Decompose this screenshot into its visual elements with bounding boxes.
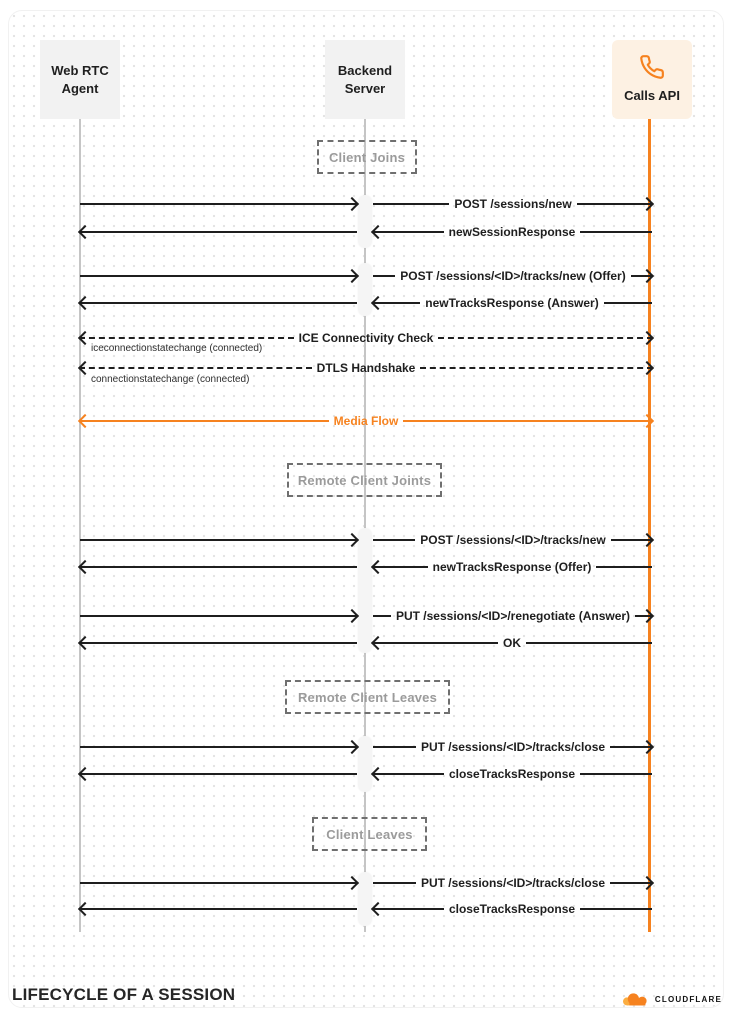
arrow-label: PUT /sessions/<ID>/renegotiate (Answer) [395,609,631,623]
arrow-new-tracks-response-offer [373,561,652,573]
arrowhead-left-icon [371,225,385,239]
arrow-line [79,773,357,775]
phone-icon [639,54,665,80]
arrow-put-tracks-close [373,877,652,889]
arrowhead-right-icon [640,740,654,754]
phase-remote-client-joins [287,463,442,497]
arrow-media-flow [80,415,652,427]
arrow-line [373,746,416,748]
arrow-label: newSessionResponse [448,225,576,239]
arrowhead-left-icon [78,902,92,916]
arrow-line [80,203,358,205]
arrowhead-right-icon [345,197,359,211]
arrow-line [79,302,357,304]
actor-backend-server [325,40,405,119]
arrowhead-right-icon [640,361,654,375]
arrowhead-right-icon [640,609,654,623]
lifeline-calls-api [648,119,651,932]
actor-label: Web RTC Agent [51,62,109,96]
arrow-label: Media Flow [333,414,399,428]
cloudflare-logo [619,990,722,1008]
arrow-label: PUT /sessions/<ID>/tracks/close [420,876,606,890]
arrowhead-right-icon [640,331,654,345]
phase-client-leaves [312,817,427,851]
activation-bar [358,736,372,792]
arrow-webrtc-to-backend [80,741,357,753]
arrow-line [580,773,652,775]
arrow-line [604,302,652,304]
arrowhead-left-icon [371,767,385,781]
arrowhead-left-icon [78,560,92,574]
arrow-dtls-handshake [80,362,652,374]
arrow-label: DTLS Handshake [316,361,416,375]
arrow-backend-to-webrtc [80,637,357,649]
arrow-line [596,566,652,568]
arrow-label: OK [503,636,521,650]
arrow-webrtc-to-backend [80,198,357,210]
arrow-webrtc-to-backend [80,534,357,546]
arrowhead-left-icon [371,636,385,650]
actor-label: Calls API [624,88,680,104]
arrow-line [373,539,415,541]
cloudflare-wordmark: CLOUDFLARE [654,994,722,1004]
arrowhead-left-icon [78,636,92,650]
arrowhead-right-icon [640,197,654,211]
arrowhead-right-icon [640,876,654,890]
arrow-label: POST /sessions/new [454,197,572,211]
phase-label: Remote Client Leaves [297,689,438,705]
arrow-line [420,367,653,369]
arrow-label: newTracksResponse (Answer) [425,296,599,310]
arrow-line [80,275,358,277]
arrow-post-sessions-new [373,198,652,210]
phase-client-joins [317,140,417,174]
arrow-post-tracks-new [373,534,652,546]
arrow-line [79,566,357,568]
arrow-label: closeTracksResponse [448,902,576,916]
arrowhead-left-icon [78,361,92,375]
arrow-line [79,908,357,910]
phase-label: Remote Client Joints [297,472,432,488]
arrow-line [438,337,653,339]
arrow-backend-to-webrtc [80,903,357,915]
arrow-line [80,882,358,884]
arrowhead-right-icon [640,414,654,428]
arrow-line [580,908,652,910]
arrowhead-left-icon [78,331,92,345]
arrow-label: newTracksResponse (Offer) [432,560,592,574]
lifeline-webrtc-agent [79,119,81,932]
arrow-line [79,367,312,369]
arrow-backend-to-webrtc [80,297,357,309]
actor-label: Backend Server [337,62,393,96]
arrowhead-left-icon [78,296,92,310]
arrow-line [373,882,416,884]
arrow-webrtc-to-backend [80,610,357,622]
arrow-new-session-response [373,226,652,238]
arrowhead-left-icon [371,296,385,310]
arrowhead-right-icon [345,269,359,283]
arrow-line [79,420,329,422]
arrow-line [79,231,357,233]
arrow-close-tracks-response [373,768,652,780]
arrow-new-tracks-response-answer [373,297,652,309]
arrow-webrtc-to-backend [80,877,357,889]
arrow-line [80,539,358,541]
arrow-post-tracks-new-offer [373,270,652,282]
arrowhead-right-icon [345,740,359,754]
dtls-event-label: connectionstatechange (connected) [91,374,250,385]
activation-bar [358,263,372,316]
actor-calls-api [612,40,692,119]
arrowhead-left-icon [78,225,92,239]
arrow-label: PUT /sessions/<ID>/tracks/close [420,740,606,754]
arrow-close-tracks-response [373,903,652,915]
page-title: LIFECYCLE OF A SESSION [12,985,236,1004]
arrowhead-left-icon [371,560,385,574]
arrow-label: ICE Connectivity Check [298,331,434,345]
activation-bar [358,195,372,248]
arrowhead-left-icon [78,414,92,428]
arrow-put-tracks-close [373,741,652,753]
arrow-line [373,203,449,205]
arrow-backend-to-webrtc [80,561,357,573]
arrow-label: POST /sessions/<ID>/tracks/new (Offer) [400,269,626,283]
arrow-line [373,615,391,617]
arrow-webrtc-to-backend [80,270,357,282]
arrow-line [373,275,395,277]
arrow-ok-response [373,637,652,649]
arrow-line [79,642,357,644]
arrow-line [80,615,358,617]
activation-bar [358,528,372,653]
arrow-line [79,337,294,339]
arrow-label: POST /sessions/<ID>/tracks/new [420,533,606,547]
arrowhead-right-icon [640,533,654,547]
arrowhead-right-icon [345,876,359,890]
arrow-line [580,231,652,233]
phase-remote-client-leaves [285,680,450,714]
arrow-line [526,642,652,644]
phase-label: Client Leaves [326,826,413,842]
ice-event-label: iceconnectionstatechange (connected) [91,343,263,354]
arrow-backend-to-webrtc [80,226,357,238]
arrowhead-right-icon [345,609,359,623]
arrowhead-left-icon [371,902,385,916]
actor-webrtc-agent [40,40,120,119]
arrowhead-left-icon [78,767,92,781]
activation-bar [358,872,372,926]
phase-label: Client Joins [328,149,406,165]
cloudflare-cloud-icon [619,990,651,1008]
arrow-put-renegotiate [373,610,652,622]
arrow-line [80,746,358,748]
arrowhead-right-icon [345,533,359,547]
arrow-label: closeTracksResponse [448,767,576,781]
arrow-backend-to-webrtc [80,768,357,780]
arrow-line [372,642,498,644]
arrow-line [403,420,653,422]
arrowhead-right-icon [640,269,654,283]
